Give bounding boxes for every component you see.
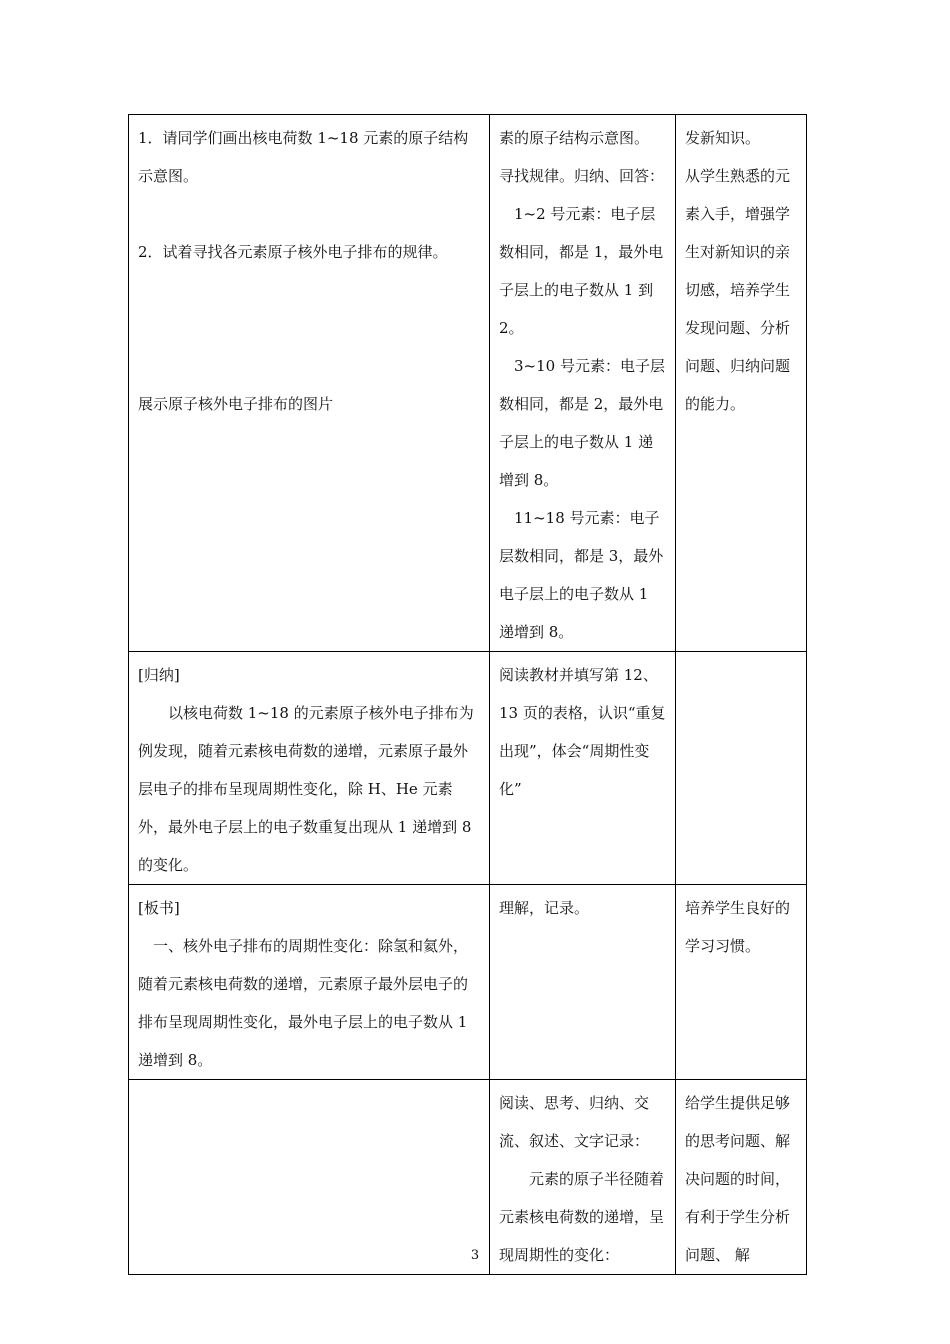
- student-activity-cell: [490, 885, 676, 1080]
- summary-text: 以核电荷数 1~18 的元素原子核外电子排布为例发现，随着元素核电荷数的递增，元素原子最外层电子的排布呈现周期性变化，除 H、He 元素外，最外电子层上的电子数重复出现从 1 递增到 8 的变化。: [138, 704, 474, 874]
- intent-text: 培养学生良好的学习习惯。: [685, 899, 791, 955]
- teacher-activity-cell: [129, 885, 490, 1080]
- table-row: [129, 115, 807, 652]
- table-row: [129, 652, 807, 885]
- intent-text: 发新知识。: [685, 129, 761, 147]
- student-activity-cell: [490, 115, 676, 652]
- instruction-2: 2．试着寻找各元素原子核外电子排布的规律。: [138, 243, 448, 261]
- student-text: 阅读教材并填写第 12、13 页的表格，认识“重复出现”，体会“周期性变化”: [499, 666, 666, 798]
- section-heading: [归纳]: [138, 666, 180, 684]
- student-text: 元素的原子半径随着元素核电荷数的递增，呈现周期性的变化：: [499, 1170, 665, 1264]
- page-number: 3: [470, 1248, 480, 1263]
- instruction-3: 展示原子核外电子排布的图片: [138, 395, 334, 413]
- teacher-activity-cell: [129, 1080, 490, 1275]
- design-intent-cell: [676, 115, 807, 652]
- design-intent-cell: [676, 652, 807, 885]
- student-text: 素的原子结构示意图。: [499, 129, 650, 147]
- student-activity-cell: [490, 652, 676, 885]
- lesson-plan-table: [128, 114, 807, 1275]
- teacher-activity-cell: [129, 115, 490, 652]
- student-text: 理解，记录。: [499, 899, 590, 917]
- rule-1-2: 1~2 号元素：电子层数相同，都是 1，最外电子层上的电子数从 1 到 2。: [499, 205, 664, 337]
- table-row: [129, 1080, 807, 1275]
- design-intent-cell: [676, 885, 807, 1080]
- student-text: 阅读、思考、归纳、交流、叙述、文字记录：: [499, 1094, 650, 1150]
- teacher-activity-cell: [129, 652, 490, 885]
- student-activity-cell: [490, 1080, 676, 1275]
- intent-text: 从学生熟悉的元素入手，增强学生对新知识的亲切感，培养学生发现问题、分析问题、归纳问题的能力。: [685, 167, 791, 413]
- instruction-1: 1．请同学们画出核电荷数 1~18 元素的原子结构示意图。: [138, 129, 469, 185]
- rule-11-18: 11~18 号元素：电子层数相同，都是 3，最外电子层上的电子数从 1 递增到 8。: [499, 509, 664, 641]
- student-text: 寻找规律。归纳、回答：: [499, 167, 665, 185]
- table-row: [129, 885, 807, 1080]
- intent-text: 给学生提供足够的思考问题、解决问题的时间，有利于学生分析问题、 解: [685, 1094, 791, 1264]
- board-notes-text: 一、核外电子排布的周期性变化：除氢和氦外，随着元素核电荷数的递增，元素原子最外层电子的排布呈现周期性变化，最外电子层上的电子数从 1 递增到 8。: [138, 937, 469, 1069]
- design-intent-cell: [676, 1080, 807, 1275]
- section-heading: [板书]: [138, 899, 180, 917]
- rule-3-10: 3~10 号元素：电子层数相同，都是 2，最外电子层上的电子数从 1 递增到 8。: [499, 357, 665, 489]
